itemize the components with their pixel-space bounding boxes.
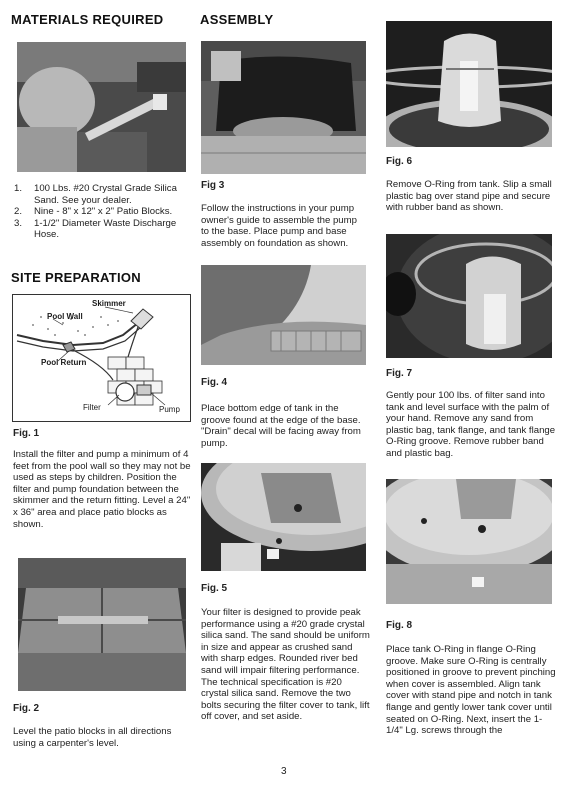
label-pool-wall: Pool Wall	[47, 312, 83, 321]
fig7-caption: Fig. 7	[386, 368, 413, 379]
materials-heading: MATERIALS REQUIRED	[11, 12, 164, 27]
fig2-caption: Fig. 2	[13, 703, 40, 714]
fig7-text: Gently pour 100 lbs. of filter sand into tank and level surface with the palm of your hand. Remove any sand from plastic bag, tank flange, and tank flange O-Ring groove. Remove rubber band and plastic bag.	[386, 390, 556, 459]
materials-list	[14, 183, 194, 241]
assembly-heading: ASSEMBLY	[200, 12, 274, 27]
fig6-photo	[386, 21, 552, 147]
fig7-photo	[386, 234, 552, 358]
fig4-caption: Fig. 4	[201, 377, 228, 388]
list-item: 2. Nine - 8" x 12" x 2" Patio Blocks.	[14, 206, 173, 218]
fig4-text: Place bottom edge of tank in the groove found at the edge of the base. "Drain" decal will be facing away from pump.	[201, 403, 361, 449]
label-filter: Filter	[83, 403, 101, 412]
fig6-text: Remove O-Ring from tank. Slip a small plastic bag over stand pipe and secure with rubber band as shown.	[386, 179, 552, 214]
fig5-text: Your filter is designed to provide peak performance using a #20 grade crystal silica sand. The sand should be uniform in size and appear as crushed sand with sharp edges. Rounded river bed sand will impair filtering performance. The technical specification is #20 crystal silica sand. Remove the two bolts securing the filter cover to tank, lift off cover, and set aside.	[201, 607, 370, 723]
fig8-photo	[386, 479, 552, 604]
fig3-caption: Fig 3	[201, 180, 225, 191]
fig8-caption: Fig. 8	[386, 620, 413, 631]
fig5-caption: Fig. 5	[201, 583, 228, 594]
list-item: 3. 1-1/2" Diameter Waste Discharge Hose.	[14, 217, 177, 241]
label-skimmer: Skimmer	[92, 299, 126, 308]
fig1-text: Install the filter and pump a minimum of 4 feet from the pool wall so they may not be used as steps by children. Position the filter and pump foundation between the skimmer and the return fitting. Level a 24" x 36" area and place patio blocks as shown.	[13, 449, 191, 530]
site-diagram	[12, 294, 191, 422]
site-prep-heading: SITE PREPARATION	[11, 270, 141, 285]
fig6-caption: Fig. 6	[386, 156, 413, 167]
fig2-photo	[18, 558, 186, 691]
fig3-text: Follow the instructions in your pump owner's guide to assemble the pump to the base. Place pump and base assembly on foundation as shown.	[201, 203, 357, 249]
fig4-photo	[201, 265, 366, 365]
list-item: 1. 100 Lbs. #20 Crystal Grade Silica Sand. See your dealer.	[14, 183, 177, 206]
page-number: 3	[281, 766, 287, 777]
fig5-photo	[201, 463, 366, 571]
fig8-text: Place tank O-Ring in flange O-Ring groove. Make sure O-Ring is centrally positioned in groove to prevent pinching when cover is assembled. Align tank cover with stand pipe and notch in tank flange and gently lower tank cover until seated on O-Ring. Next, insert the 1-1/4" Lg. screws through the	[386, 644, 556, 737]
fig1-caption: Fig. 1	[13, 428, 40, 439]
label-pump: Pump	[159, 405, 180, 414]
materials-photo	[17, 42, 186, 172]
fig2-text: Level the patio blocks in all directions using a carpenter's level.	[13, 726, 172, 749]
fig3-photo	[201, 41, 366, 174]
label-pool-return: Pool Return	[41, 358, 87, 367]
